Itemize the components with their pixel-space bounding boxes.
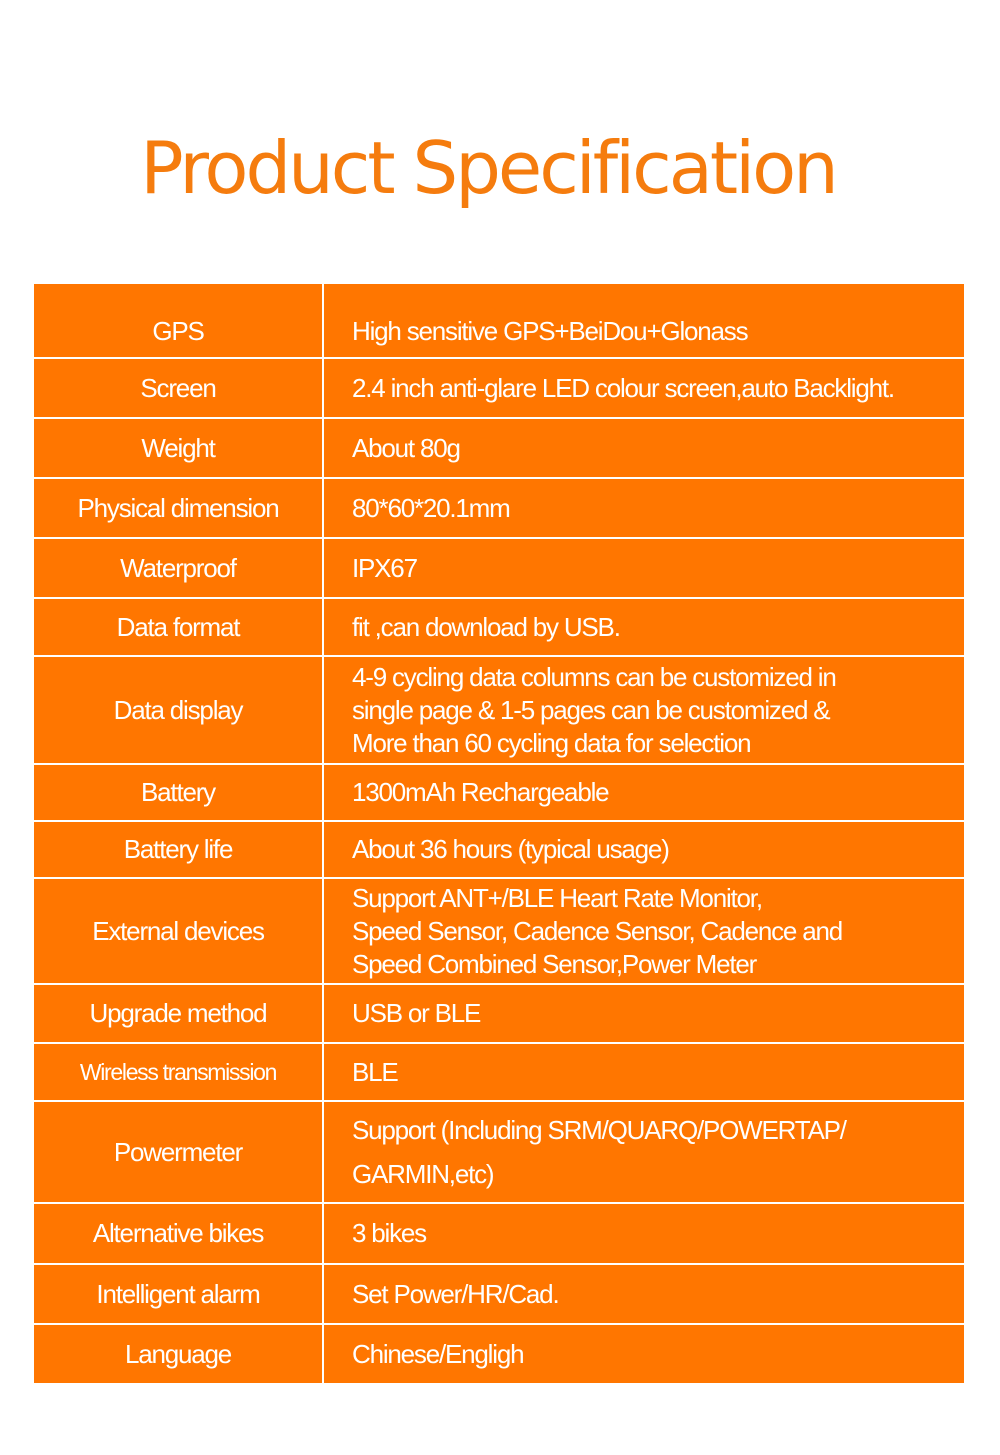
spec-value: 2.4 inch anti-glare LED colour screen,auto Backlight. xyxy=(324,359,964,417)
spec-row-battery-life xyxy=(34,822,964,877)
spec-row-screen xyxy=(34,359,964,417)
spec-row-alternative-bikes xyxy=(34,1204,964,1263)
spec-value: Support ANT+/BLE Heart Rate Monitor, Speed Sensor, Cadence Sensor, Cadence and Speed Combined Sensor,Power Meter xyxy=(324,879,964,983)
spec-value: About 36 hours (typical usage) xyxy=(324,822,964,877)
spec-row-data-display xyxy=(34,657,964,763)
spec-label: GPS xyxy=(34,284,322,357)
spec-label: Battery life xyxy=(34,822,322,877)
spec-row-external-devices xyxy=(34,879,964,983)
spec-label: Language xyxy=(34,1325,322,1383)
spec-value: BLE xyxy=(324,1044,964,1100)
spec-label: Wireless transmission xyxy=(34,1044,322,1100)
page-title: Product Specification xyxy=(140,126,836,210)
spec-value: 3 bikes xyxy=(324,1204,964,1263)
spec-label: Alternative bikes xyxy=(34,1204,322,1263)
spec-value: High sensitive GPS+BeiDou+Glonass xyxy=(324,284,964,357)
spec-value: 80*60*20.1mm xyxy=(324,479,964,537)
spec-label: Waterproof xyxy=(34,539,322,597)
spec-label: Weight xyxy=(34,419,322,477)
spec-value: 4-9 cycling data columns can be customized in single page & 1-5 pages can be customized & More than 60 cycling data for selection xyxy=(324,657,964,763)
spec-label: Data display xyxy=(34,657,322,763)
spec-row-physical-dimension xyxy=(34,479,964,537)
spec-label: Screen xyxy=(34,359,322,417)
spec-row-upgrade-method xyxy=(34,985,964,1042)
spec-row-weight xyxy=(34,419,964,477)
spec-row-waterproof xyxy=(34,539,964,597)
spec-row-intelligent-alarm xyxy=(34,1265,964,1323)
spec-label: Intelligent alarm xyxy=(34,1265,322,1323)
spec-row-language xyxy=(34,1325,964,1383)
spec-value: Support (Including SRM/QUARQ/POWERTAP/ GARMIN,etc) xyxy=(324,1102,964,1202)
spec-row-powermeter xyxy=(34,1102,964,1202)
spec-row-gps xyxy=(34,284,964,357)
spec-value: 1300mAh Rechargeable xyxy=(324,765,964,820)
spec-label: Battery xyxy=(34,765,322,820)
spec-label: Data format xyxy=(34,599,322,655)
spec-value: Set Power/HR/Cad. xyxy=(324,1265,964,1323)
spec-value: fit ,can download by USB. xyxy=(324,599,964,655)
spec-label: External devices xyxy=(34,879,322,983)
spec-row-data-format xyxy=(34,599,964,655)
spec-row-battery xyxy=(34,765,964,820)
spec-value: IPX67 xyxy=(324,539,964,597)
spec-value: USB or BLE xyxy=(324,985,964,1042)
spec-row-wireless-transmission xyxy=(34,1044,964,1100)
spec-value: About 80g xyxy=(324,419,964,477)
spec-label: Upgrade method xyxy=(34,985,322,1042)
spec-value: Chinese/Engligh xyxy=(324,1325,964,1383)
spec-label: Powermeter xyxy=(34,1102,322,1202)
spec-table xyxy=(34,284,964,1383)
spec-label: Physical dimension xyxy=(34,479,322,537)
